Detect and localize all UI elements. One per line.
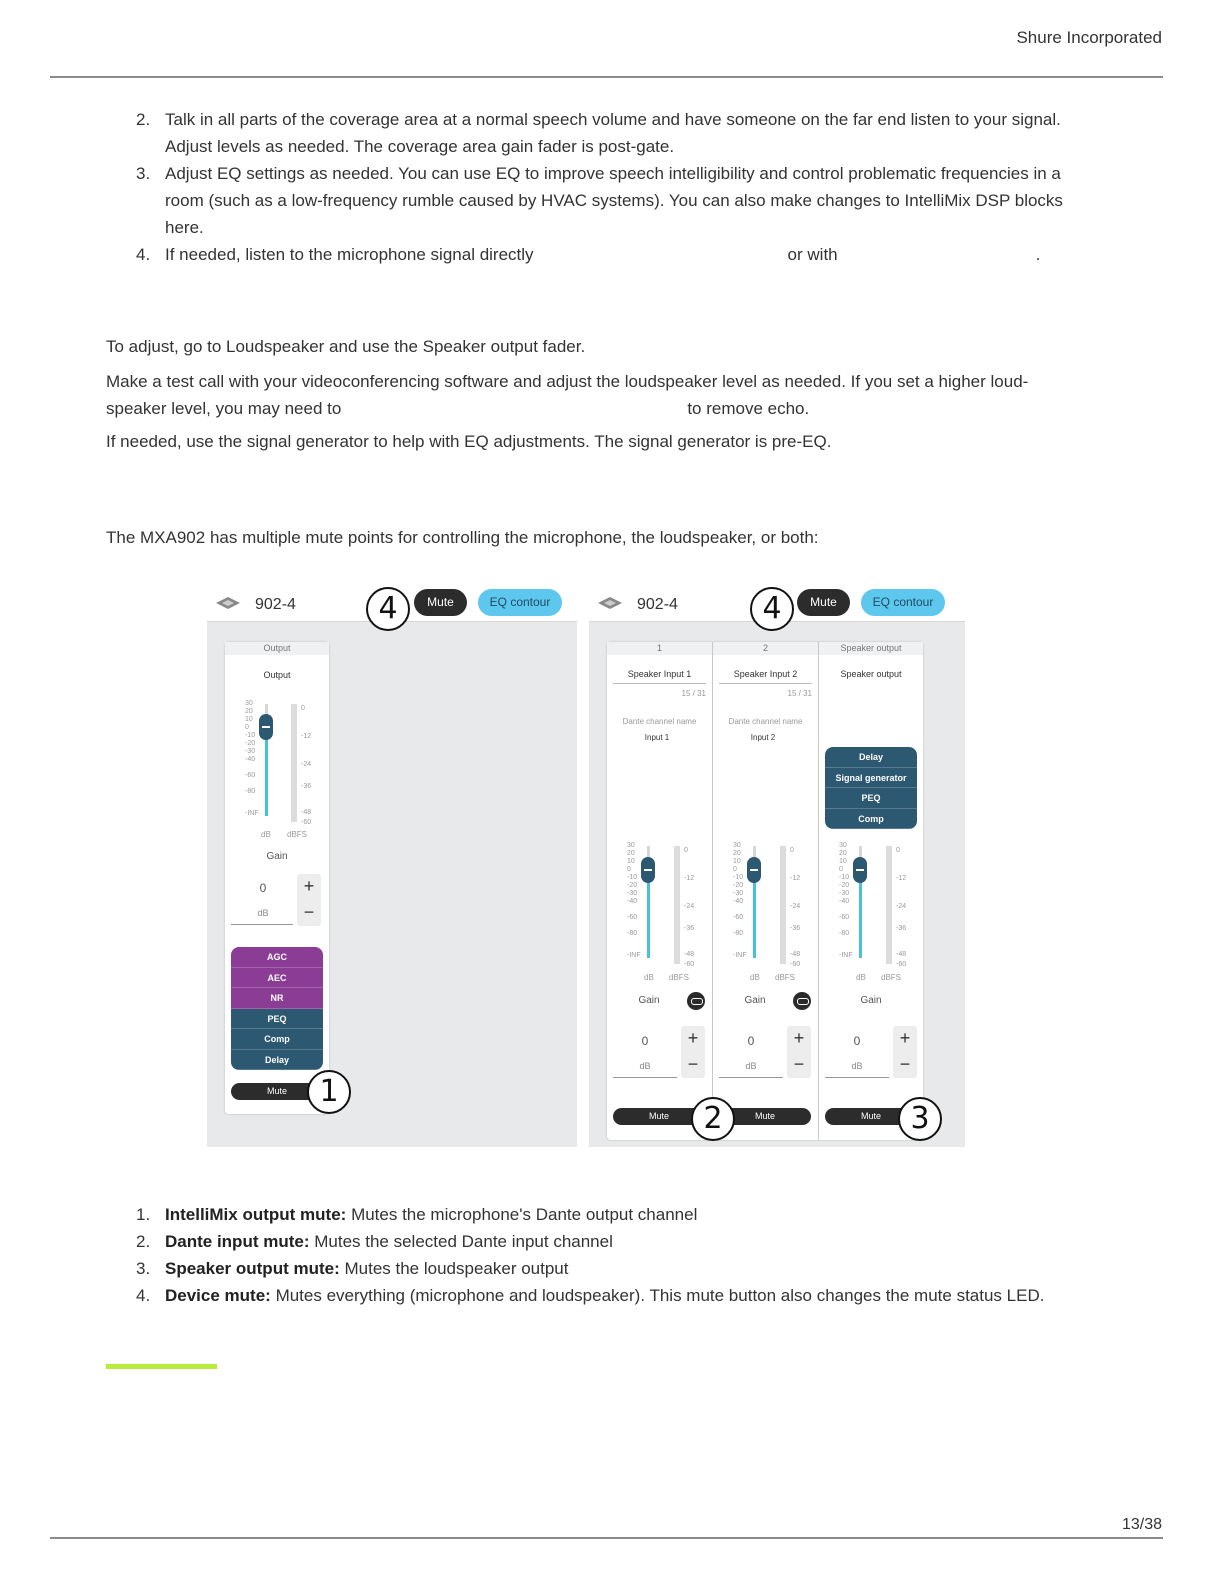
gain-unit: dB bbox=[851, 1061, 863, 1071]
gain-stepper bbox=[893, 1026, 917, 1078]
channel-title[interactable]: Speaker Input 1 bbox=[613, 669, 706, 684]
dante-channel-value: Input 2 bbox=[750, 733, 776, 742]
dante-channel-value: Input 1 bbox=[644, 733, 670, 742]
dsp-nr[interactable]: NR bbox=[231, 988, 323, 1009]
gain-value[interactable]: 0 bbox=[641, 1034, 649, 1048]
step-text: . bbox=[1035, 245, 1041, 264]
signal-generator-text: If needed, use the signal generator to help with EQ adjustments. The signal generator is pre-EQ. bbox=[106, 432, 832, 451]
dsp-aec[interactable]: AEC bbox=[231, 968, 323, 989]
item-term: Speaker output mute: bbox=[165, 1259, 340, 1278]
step-number: 2. bbox=[136, 110, 151, 129]
channel-header: Speaker output bbox=[819, 642, 923, 655]
link-icon[interactable] bbox=[687, 992, 705, 1010]
meter-scale: 0 -12 -24 -36 -48 -60 bbox=[684, 847, 695, 968]
device-mute-button[interactable]: Mute bbox=[414, 589, 467, 616]
step-number: 3. bbox=[136, 164, 151, 183]
speaker-output-channel bbox=[819, 642, 923, 1140]
speaker-input-2-channel bbox=[713, 642, 818, 1140]
device-name: 902-4 bbox=[637, 596, 678, 613]
list-item bbox=[136, 106, 1116, 160]
fader-scale: 30 20 10 0 -10 -20 -30 -40 -60 -80 -INF bbox=[627, 842, 641, 959]
item-term: IntelliMix output mute: bbox=[165, 1205, 347, 1224]
intellimix-output-mute-button[interactable]: Mute bbox=[231, 1083, 323, 1100]
dsp-delay[interactable]: Delay bbox=[231, 1050, 323, 1071]
step-number: 4. bbox=[136, 245, 151, 264]
paragraph-line: to remove echo. bbox=[687, 399, 810, 418]
step-text: or with bbox=[787, 245, 838, 264]
gain-unit: dB bbox=[745, 1061, 757, 1071]
channel-title: Output bbox=[263, 670, 291, 680]
channel-title: Speaker output bbox=[840, 669, 902, 679]
dbfs-label: dBFS bbox=[775, 973, 796, 982]
dsp-peq[interactable]: PEQ bbox=[231, 1009, 323, 1030]
item-text: Mutes everything (microphone and loudspeaker). This mute button also changes the mute status LED. bbox=[275, 1286, 1045, 1305]
db-label: dB bbox=[261, 830, 271, 839]
step-text: If needed, listen to the microphone signal directly bbox=[165, 245, 534, 264]
device-mute-button[interactable]: Mute bbox=[797, 589, 850, 616]
fader-scale: 30 20 10 0 -10 -20 -30 -40 -60 -80 -INF bbox=[839, 842, 853, 959]
plus-icon[interactable]: + bbox=[793, 1028, 805, 1048]
steps-list bbox=[136, 106, 1116, 268]
gain-stepper bbox=[681, 1026, 705, 1078]
section-accent-line bbox=[106, 1364, 217, 1369]
output-gain-fader-handle[interactable] bbox=[259, 714, 273, 740]
plus-icon[interactable]: + bbox=[687, 1028, 699, 1048]
callout-2: 2 bbox=[691, 1097, 735, 1141]
dsp-block-stack bbox=[825, 747, 917, 829]
gain-unit: dB bbox=[257, 908, 269, 918]
dante-channel-label: Dante channel name bbox=[728, 717, 803, 726]
list-item bbox=[136, 1282, 1116, 1309]
plus-icon[interactable]: + bbox=[899, 1028, 911, 1048]
item-term: Dante input mute: bbox=[165, 1232, 310, 1251]
gain-label: Gain bbox=[860, 995, 882, 1006]
eq-contour-button[interactable]: EQ contour bbox=[478, 589, 562, 616]
gain-label: Gain bbox=[266, 851, 288, 862]
level-meter bbox=[674, 846, 680, 964]
step-text: room (such as a low-frequency rumble caused by HVAC systems). You can also make changes to IntelliMix DSP blocks bbox=[165, 191, 1063, 210]
item-text: Mutes the selected Dante input channel bbox=[314, 1232, 613, 1251]
minus-icon[interactable]: − bbox=[899, 1054, 911, 1074]
link-icon[interactable] bbox=[793, 992, 811, 1010]
item-number: 2. bbox=[136, 1232, 151, 1251]
dsp-delay[interactable]: Delay bbox=[825, 747, 917, 768]
mute-intro-text: The MXA902 has multiple mute points for controlling the microphone, the loudspeaker, or both: bbox=[106, 528, 819, 547]
dante-input-2-mute-button[interactable]: Mute bbox=[719, 1108, 811, 1125]
gain-label: Gain bbox=[638, 995, 660, 1006]
dbfs-label: dBFS bbox=[287, 830, 308, 839]
gain-stepper bbox=[787, 1026, 811, 1078]
level-meter bbox=[291, 704, 297, 822]
speaker-output-mute-button[interactable]: Mute bbox=[825, 1108, 917, 1125]
dante-input-1-mute-button[interactable]: Mute bbox=[613, 1108, 705, 1125]
company-name: Shure Incorporated bbox=[1016, 28, 1162, 47]
gain-unit: dB bbox=[639, 1061, 651, 1071]
loudspeaker-test-call-text bbox=[106, 368, 1106, 422]
gain-label: Gain bbox=[744, 995, 766, 1006]
meter-scale: 0 -12 -24 -36 -48 -60 bbox=[896, 847, 907, 968]
speaker-output-fader-handle[interactable] bbox=[853, 857, 867, 883]
step-text: Adjust levels as needed. The coverage area gain fader is post-gate. bbox=[165, 137, 675, 156]
item-number: 4. bbox=[136, 1286, 151, 1305]
list-item bbox=[136, 241, 1116, 268]
gain-underline bbox=[613, 1077, 677, 1078]
step-text: Talk in all parts of the coverage area at a normal speech volume and have someone on the far end listen to your signal. bbox=[165, 110, 1061, 129]
dante-channel-label: Dante channel name bbox=[622, 717, 697, 726]
item-text: Mutes the microphone's Dante output channel bbox=[351, 1205, 698, 1224]
db-label: dB bbox=[750, 973, 760, 982]
level-meter bbox=[886, 846, 892, 964]
eq-contour-button[interactable]: EQ contour bbox=[861, 589, 945, 616]
item-text: Mutes the loudspeaker output bbox=[344, 1259, 569, 1278]
paragraph-line: Make a test call with your videoconferencing software and adjust the loudspeaker level as needed. If you set a higher loud- bbox=[106, 372, 1029, 391]
dsp-block-stack bbox=[231, 947, 323, 1070]
speaker-input-1-channel bbox=[607, 642, 712, 1140]
callout-4: 4 bbox=[366, 587, 410, 631]
list-item bbox=[136, 1228, 1116, 1255]
channel-header: 1 bbox=[607, 642, 712, 655]
fader-scale: 30 20 10 0 -10 -20 -30 -40 -60 -80 -INF bbox=[733, 842, 747, 959]
item-term: Device mute: bbox=[165, 1286, 271, 1305]
fader-scale: 30 20 10 0 -10 -20 -30 -40 -60 -80 -INF bbox=[245, 700, 259, 817]
dsp-agc[interactable]: AGC bbox=[231, 947, 323, 968]
gain-underline bbox=[825, 1077, 889, 1078]
callout-4: 4 bbox=[750, 587, 794, 631]
char-count: 15 / 31 bbox=[681, 689, 706, 698]
list-item bbox=[136, 1201, 1116, 1228]
dsp-comp[interactable]: Comp bbox=[825, 809, 917, 830]
device-name: 902-4 bbox=[255, 596, 296, 613]
minus-icon[interactable]: − bbox=[793, 1054, 805, 1074]
screenshot-left bbox=[207, 584, 577, 1147]
device-icon bbox=[215, 596, 241, 610]
paragraph-line: speaker level, you may need to bbox=[106, 399, 342, 418]
gain-value[interactable]: 0 bbox=[853, 1034, 861, 1048]
input-1-gain-fader-handle[interactable] bbox=[641, 857, 655, 883]
channel-header: Output bbox=[225, 642, 329, 655]
dsp-signal-generator[interactable]: Signal generator bbox=[825, 768, 917, 789]
callout-3: 3 bbox=[898, 1097, 942, 1141]
item-number: 3. bbox=[136, 1259, 151, 1278]
meter-scale: 0 -12 -24 -36 -48 -60 bbox=[790, 847, 801, 968]
mute-points-list bbox=[136, 1201, 1116, 1309]
dsp-comp[interactable]: Comp bbox=[231, 1029, 323, 1050]
gain-underline bbox=[719, 1077, 783, 1078]
char-count: 15 / 31 bbox=[787, 689, 812, 698]
input-2-gain-fader-handle[interactable] bbox=[747, 857, 761, 883]
speaker-channels-card bbox=[607, 642, 923, 1140]
screenshot-right bbox=[589, 584, 965, 1147]
minus-icon[interactable]: − bbox=[303, 902, 315, 922]
db-label: dB bbox=[856, 973, 866, 982]
channel-header: 2 bbox=[713, 642, 818, 655]
loudspeaker-adjust-text: To adjust, go to Loudspeaker and use the Speaker output fader. bbox=[106, 337, 586, 356]
footer-rule bbox=[50, 1537, 1163, 1539]
level-meter bbox=[780, 846, 786, 964]
db-label: dB bbox=[644, 973, 654, 982]
meter-scale: 0 -12 -24 -36 -48 -60 bbox=[301, 705, 312, 826]
list-item bbox=[136, 160, 1116, 241]
callout-1: 1 bbox=[307, 1070, 351, 1114]
dbfs-label: dBFS bbox=[881, 973, 902, 982]
list-item bbox=[136, 1255, 1116, 1282]
step-text: here. bbox=[165, 218, 204, 237]
dsp-peq[interactable]: PEQ bbox=[825, 788, 917, 809]
plus-icon[interactable]: + bbox=[303, 876, 315, 896]
output-channel-card bbox=[225, 642, 329, 1114]
item-number: 1. bbox=[136, 1205, 151, 1224]
page-number: 13/38 bbox=[1121, 1516, 1162, 1533]
header-rule bbox=[50, 76, 1163, 78]
gain-stepper bbox=[297, 874, 321, 926]
step-text: Adjust EQ settings as needed. You can use EQ to improve speech intelligibility and control problematic frequencies in a bbox=[165, 164, 1061, 183]
gain-value[interactable]: 0 bbox=[747, 1034, 755, 1048]
channel-title[interactable]: Speaker Input 2 bbox=[719, 669, 812, 684]
gain-value[interactable]: 0 bbox=[259, 881, 267, 895]
gain-underline bbox=[231, 924, 293, 925]
device-icon bbox=[597, 596, 623, 610]
dbfs-label: dBFS bbox=[669, 973, 690, 982]
minus-icon[interactable]: − bbox=[687, 1054, 699, 1074]
